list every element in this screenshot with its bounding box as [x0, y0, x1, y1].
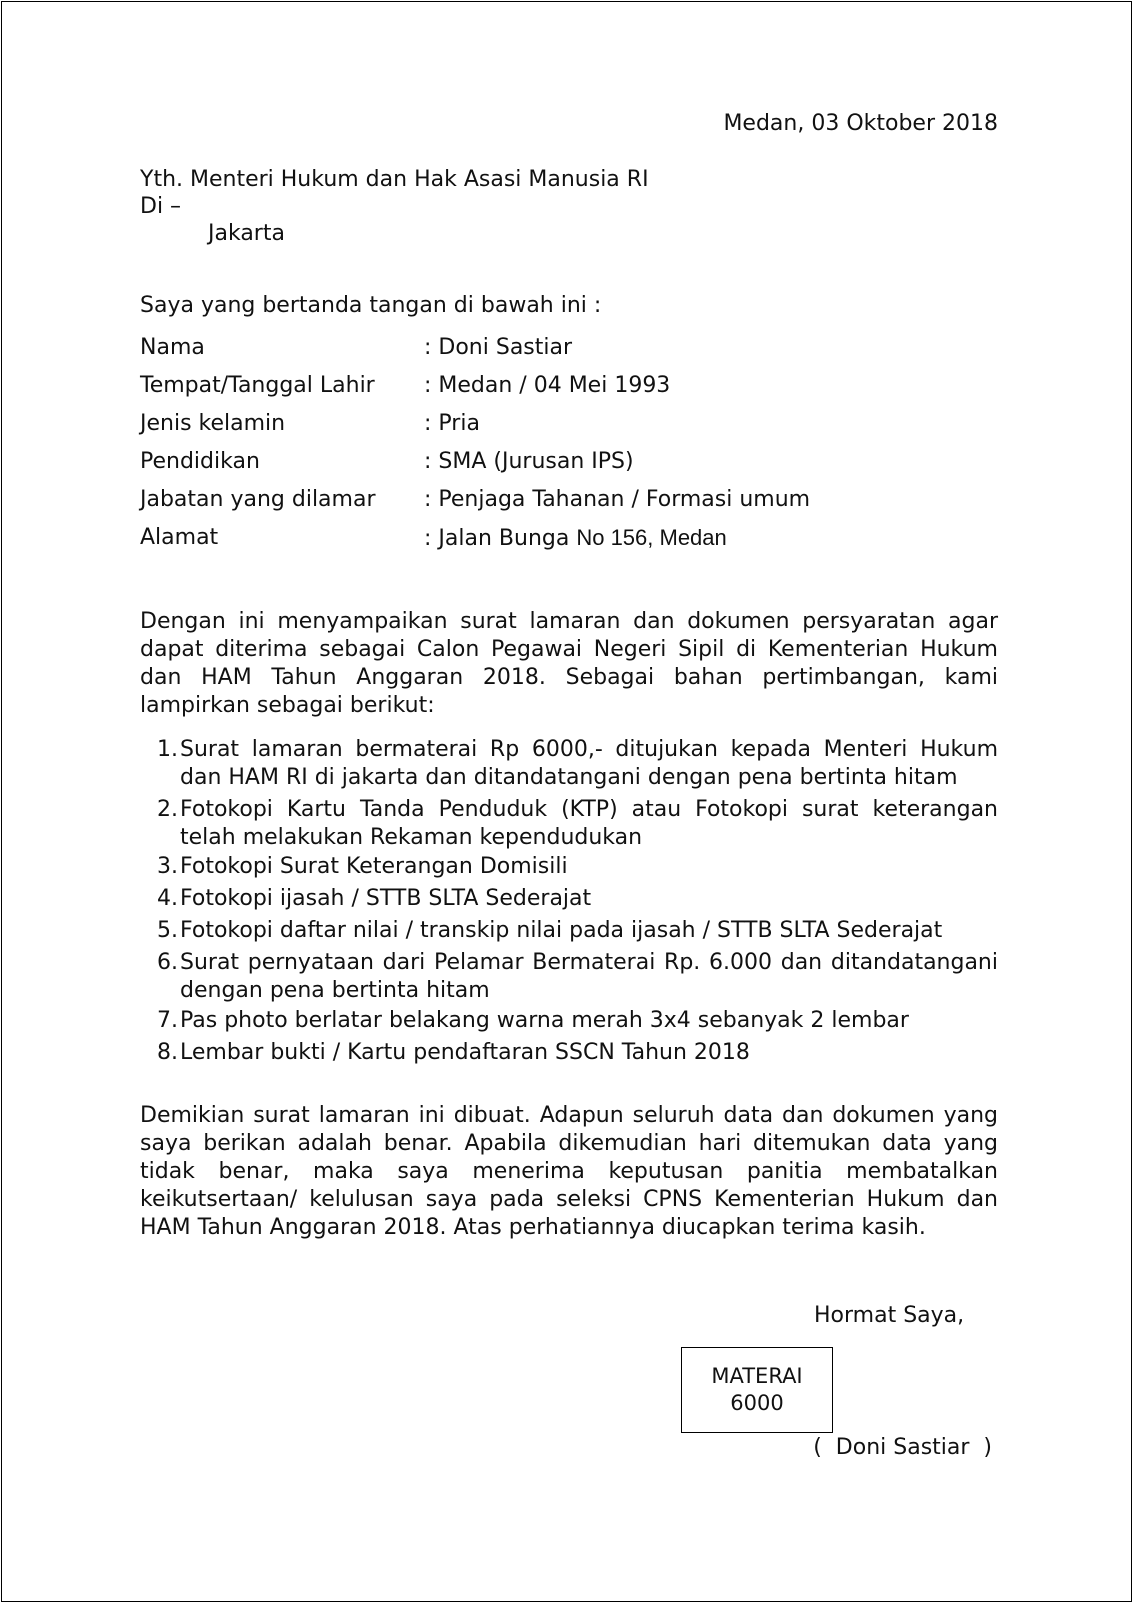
info-value: [424, 524, 998, 562]
stamp-value: 6000: [730, 1391, 784, 1415]
letter-page: [1, 1, 1132, 1602]
list-number: 6.: [157, 950, 178, 975]
list-number: 3.: [157, 854, 178, 879]
list-text: Fotokopi daftar nilai / transkip nilai pada ijasah / STTB SLTA Sederajat: [180, 918, 943, 943]
list-text: Surat pernyataan dari Pelamar Bermaterai Rp. 6.000 dan ditandatangani dengan pena bertinta hitam: [180, 950, 998, 1003]
info-label: Pendidikan: [140, 449, 260, 474]
info-value: : Pria: [424, 411, 480, 436]
applicant-info: [140, 334, 998, 562]
signer-name: ( Doni Sastiar ): [813, 1435, 992, 1460]
recipient-city: Jakarta: [208, 221, 285, 246]
list-text: Fotokopi Kartu Tanda Penduduk (KTP) atau Fotokopi surat keterangan telah melakukan Rekaman kependudukan: [180, 797, 998, 850]
closing-paragraph: Demikian surat lamaran ini dibuat. Adapun seluruh data dan dokumen yang saya berikan adalah benar. Apabila dikemudian hari ditemukan data yang tidak benar, maka saya menerima keputusan panitia membatalkan keikutsertaan/ kelulusan saya pada seleksi CPNS Kementerian Hukum dan HAM Tahun Anggaran 2018. Atas perhatiannya diucapkan terima kasih.: [140, 1103, 998, 1240]
recipient-prefix: Di –: [140, 194, 182, 219]
list-text: Fotokopi ijasah / STTB SLTA Sederajat: [180, 886, 592, 911]
list-item: [140, 917, 998, 949]
list-item: [140, 885, 998, 917]
list-item: [140, 949, 998, 1007]
info-row-address: [140, 524, 998, 562]
address-street: : Jalan Bunga: [424, 526, 577, 551]
list-item: [140, 736, 998, 796]
list-item: [140, 1007, 998, 1039]
info-label: Jenis kelamin: [140, 411, 286, 436]
info-row-name: [140, 334, 998, 372]
info-value: : Medan / 04 Mei 1993: [424, 373, 671, 398]
list-text: Lembar bukti / Kartu pendaftaran SSCN Tahun 2018: [180, 1040, 750, 1065]
list-item: [140, 853, 998, 885]
info-row-birth: [140, 372, 998, 410]
info-value: : Doni Sastiar: [424, 335, 573, 360]
opening-paragraph: Dengan ini menyampaikan surat lamaran dan dokumen persyaratan agar dapat diterima sebagai Calon Pegawai Negeri Sipil di Kementerian Hukum dan HAM Tahun Anggaran 2018. Sebagai bahan pertimbangan, kami lampirkan sebagai berikut:: [140, 609, 998, 718]
list-number: 8.: [157, 1040, 178, 1065]
address-number: No 156, Medan: [576, 525, 727, 550]
list-number: 2.: [157, 797, 178, 822]
info-label: Nama: [140, 335, 205, 360]
stamp-label: MATERAI: [711, 1364, 803, 1388]
info-value: : SMA (Jurusan IPS): [424, 449, 634, 474]
info-row-education: [140, 448, 998, 486]
recipient-line: Yth. Menteri Hukum dan Hak Asasi Manusia RI: [140, 167, 649, 192]
list-number: 1.: [157, 737, 178, 762]
intro-line: Saya yang bertanda tangan di bawah ini :: [140, 293, 602, 318]
letter-date: Medan, 03 Oktober 2018: [723, 111, 998, 136]
info-row-gender: [140, 410, 998, 448]
info-value: : Penjaga Tahanan / Formasi umum: [424, 487, 811, 512]
info-label: Jabatan yang dilamar: [140, 487, 376, 512]
list-number: 4.: [157, 886, 178, 911]
closing-salutation: Hormat Saya,: [814, 1303, 965, 1328]
list-text: Pas photo berlatar belakang warna merah 3x4 sebanyak 2 lembar: [180, 1008, 909, 1033]
recipient-block: [140, 166, 649, 247]
list-number: 7.: [157, 1008, 178, 1033]
materai-stamp-box: [681, 1347, 833, 1433]
info-row-position: [140, 486, 998, 524]
info-label: Tempat/Tanggal Lahir: [140, 373, 375, 398]
list-number: 5.: [157, 918, 178, 943]
list-text: Fotokopi Surat Keterangan Domisili: [180, 854, 568, 879]
info-label: Alamat: [140, 525, 219, 550]
list-text: Surat lamaran bermaterai Rp 6000,- ditujukan kepada Menteri Hukum dan HAM RI di jakarta dan ditandatangani dengan pena bertinta hitam: [180, 737, 998, 790]
list-item: [140, 1039, 998, 1071]
list-item: [140, 796, 998, 853]
requirements-list: [140, 736, 998, 1071]
